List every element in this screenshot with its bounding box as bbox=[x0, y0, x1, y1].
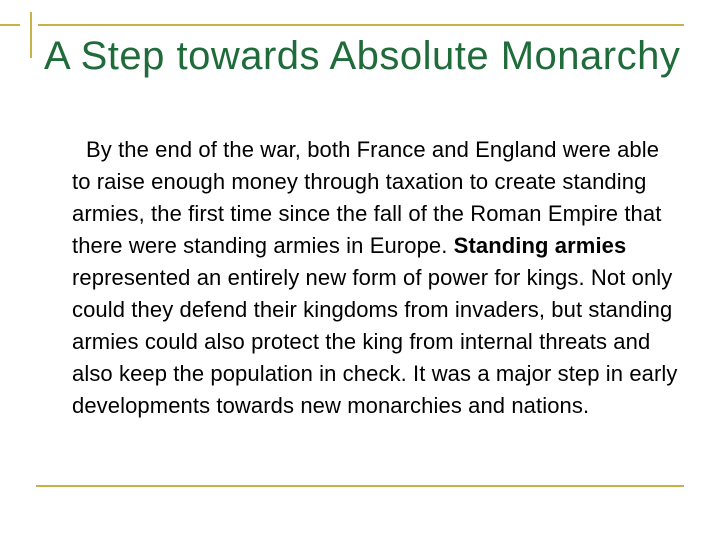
body-paragraph bbox=[72, 134, 682, 422]
slide-title: A Step towards Absolute Monarchy bbox=[44, 34, 681, 78]
bottom-accent-rule bbox=[36, 485, 684, 487]
top-accent-rule bbox=[38, 24, 684, 26]
vertical-accent-rule bbox=[30, 12, 32, 58]
top-left-accent-rule bbox=[0, 24, 20, 26]
body-text-before-emphasis: By the end of the war, both France and England were able to raise enough money through taxation to create standing armies, the first time since the fall of the Roman Empire that there were standing armies in Europe. bbox=[72, 137, 662, 258]
body-text-after-emphasis: represented an entirely new form of power for kings. Not only could they defend their kingdoms from invaders, but standing armies could also protect the king from internal threats and also keep the population in check. It was a major step in early developments towards new monarchies and nations. bbox=[72, 265, 678, 418]
body-emphasis-standing-armies: Standing armies bbox=[453, 233, 627, 258]
